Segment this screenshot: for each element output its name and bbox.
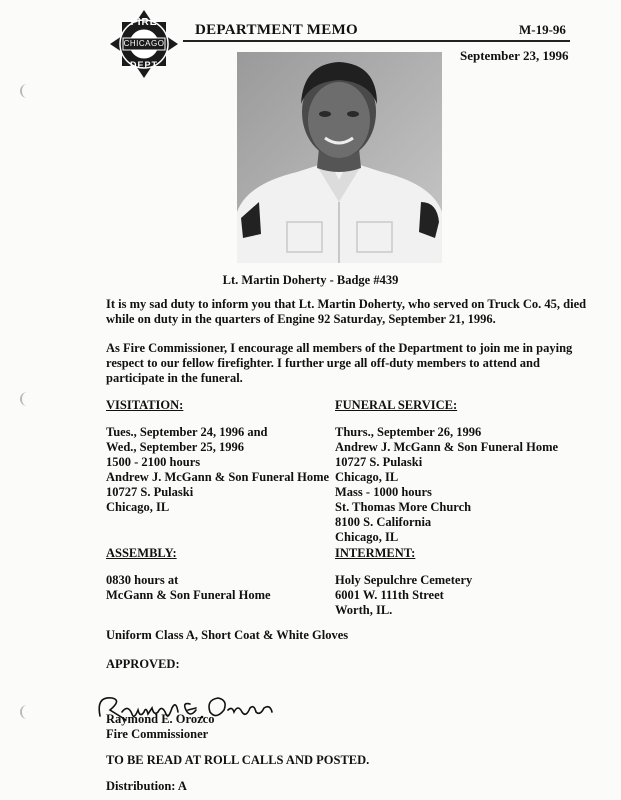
visitation-section — [106, 398, 330, 515]
visitation-line: 10727 S. Pulaski — [106, 485, 194, 499]
roll-call-note: TO BE READ AT ROLL CALLS AND POSTED. — [106, 753, 370, 767]
signatory-title: Fire Commissioner — [106, 727, 209, 741]
interment-heading: INTERMENT: — [335, 546, 416, 560]
fire-dept-logo-icon — [108, 8, 180, 80]
logo-text-bottom: DEPT — [129, 60, 158, 70]
assembly-line: 0830 hours at — [106, 573, 179, 587]
funeral-line: Mass - 1000 hours — [335, 485, 432, 499]
funeral-line: 8100 S. California — [335, 515, 432, 529]
funeral-line: Andrew J. McGann & Son Funeral Home — [335, 440, 559, 454]
logo-text-top: FIRE — [130, 17, 158, 28]
paragraph-line: As Fire Commissioner, I encourage all members of the Department to join me in paying — [106, 341, 573, 355]
photo-caption: Lt. Martin Doherty - Badge #439 — [222, 273, 399, 287]
memo-title: DEPARTMENT MEMO — [195, 22, 358, 38]
funeral-line: Chicago, IL — [335, 470, 399, 484]
intro-paragraph — [106, 297, 586, 327]
interment-section — [335, 546, 585, 618]
paragraph-line: while on duty in the quarters of Engine 92 Saturday, September 21, 1996. — [106, 312, 496, 326]
logo-text-middle: CHICAGO — [123, 39, 165, 48]
memo-date: September 23, 1996 — [460, 48, 569, 63]
commissioner-paragraph — [106, 341, 586, 386]
paragraph-line: respect to our fellow firefighter. I further urge all off-duty members to attend and — [106, 356, 540, 370]
assembly-line: McGann & Son Funeral Home — [106, 588, 271, 602]
punch-hole-mark — [20, 392, 32, 406]
visitation-line: Tues., September 24, 1996 and — [106, 425, 268, 439]
funeral-service-section — [335, 398, 585, 545]
interment-line: 6001 W. 111th Street — [335, 588, 444, 602]
interment-line: Holy Sepulchre Cemetery — [335, 573, 473, 587]
interment-line: Worth, IL. — [335, 603, 393, 617]
approved-label: APPROVED: — [106, 657, 180, 671]
visitation-line: 1500 - 2100 hours — [106, 455, 201, 469]
visitation-line: Wed., September 25, 1996 — [106, 440, 244, 454]
funeral-line: 10727 S. Pulaski — [335, 455, 423, 469]
visitation-heading: VISITATION: — [106, 398, 184, 412]
paragraph-line: It is my sad duty to inform you that Lt. Martin Doherty, who served on Truck Co. 45, died — [106, 297, 587, 311]
assembly-section — [106, 546, 326, 603]
uniform-note: Uniform Class A, Short Coat & White Gloves — [106, 628, 349, 642]
assembly-heading: ASSEMBLY: — [106, 546, 177, 560]
punch-hole-mark — [20, 84, 32, 98]
distribution-note: Distribution: A — [106, 779, 187, 793]
header-rule — [183, 40, 570, 42]
memo-number: M-19-96 — [519, 22, 566, 37]
funeral-service-heading: FUNERAL SERVICE: — [335, 398, 458, 412]
paragraph-line: participate in the funeral. — [106, 371, 243, 385]
punch-hole-mark — [20, 705, 32, 719]
funeral-line: St. Thomas More Church — [335, 500, 472, 514]
visitation-line: Andrew J. McGann & Son Funeral Home — [106, 470, 330, 484]
signatory-name: Raymond E. Orozco — [106, 712, 215, 726]
visitation-line: Chicago, IL — [106, 500, 170, 514]
funeral-line: Chicago, IL — [335, 530, 399, 544]
funeral-line: Thurs., September 26, 1996 — [335, 425, 482, 439]
portrait-photo — [237, 52, 442, 263]
